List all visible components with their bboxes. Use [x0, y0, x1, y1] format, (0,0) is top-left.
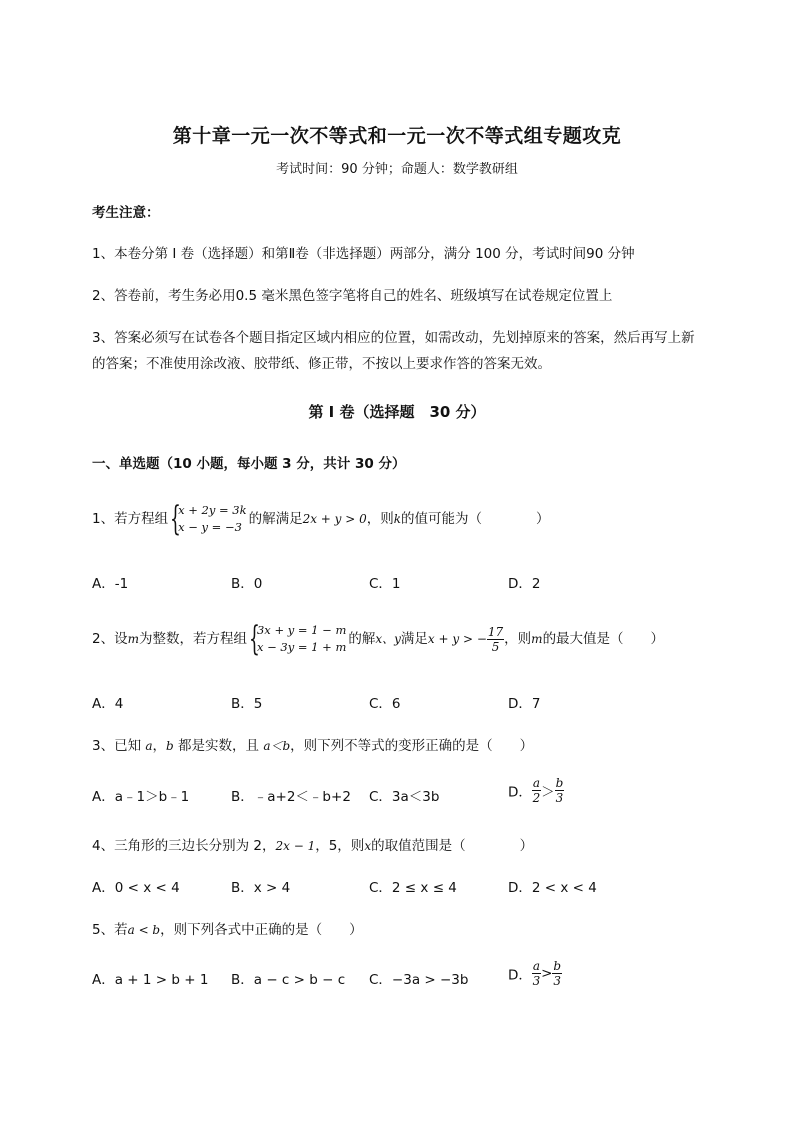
q2-eq-2: x − 3y = 1 + m [256, 640, 347, 654]
q3-text-a: 3、已知 [92, 738, 146, 754]
q2-var-m2: m [531, 632, 543, 646]
q4-text2: ，5，则 [315, 838, 365, 854]
q2-eq-1: 3x + y = 1 − m [256, 623, 347, 637]
q2-option-d[interactable]: D．7 [508, 696, 541, 712]
q2-condition: x + y > − [427, 632, 487, 646]
q5-prefix: 5、若 [92, 922, 128, 938]
q3-option-b[interactable]: B．﹣a+2＜﹣b+2 [231, 789, 351, 805]
notice-heading: 考生注意： [92, 205, 160, 221]
q1-option-d[interactable]: D．2 [508, 576, 541, 592]
q3-option-d-label: D． [508, 784, 532, 801]
brace-symbol: { [170, 499, 181, 539]
q5-d-den-2: 3 [553, 974, 562, 988]
q3-d-op: ＞ [541, 784, 555, 801]
q4-var: x [364, 839, 372, 853]
q2-option-a[interactable]: A．4 [92, 696, 124, 712]
q2-prefix: 2、设 [92, 631, 128, 647]
q4-expr: 2x − 1 [275, 839, 316, 853]
exam-title: 第十章一元一次不等式和一元一次不等式组专题攻克 [172, 125, 622, 147]
exam-subtitle: 考试时间：90 分钟；命题人：数学教研组 [276, 162, 518, 177]
q3-text-b: ， [152, 738, 167, 754]
question-2 [92, 619, 665, 659]
q3-d-frac-2 [555, 776, 565, 805]
question-3 [92, 734, 533, 754]
q3-d-den-1: 2 [532, 791, 541, 805]
q1-option-b[interactable]: B．0 [231, 576, 263, 592]
q2-frac-den: 5 [491, 639, 500, 654]
q2-fraction [487, 625, 504, 654]
q2-suffix: 的最大值是（ ） [542, 631, 665, 647]
q5-d-den-1: 3 [532, 974, 541, 988]
brace-symbol: { [248, 619, 260, 659]
question-4 [92, 834, 533, 854]
q2-mid3: 满足 [400, 631, 428, 647]
q1-equation-system [170, 499, 247, 539]
q1-var: k [393, 512, 402, 526]
q2-frac-num: 17 [487, 624, 504, 639]
q1-option-c[interactable]: C．1 [369, 576, 401, 592]
q1-suffix: 的值可能为（ ） [401, 511, 550, 527]
q5-option-a[interactable]: A．a + 1 > b + 1 [92, 972, 209, 988]
q1-condition: 2x + y > 0 [302, 512, 367, 526]
q4-text: 4、三角形的三边长分别为 2， [92, 838, 276, 854]
q5-suffix: ，则下列各式中正确的是（ ） [160, 922, 363, 938]
q5-d-num-2: b [553, 959, 562, 973]
q5-d-frac-2 [552, 959, 562, 988]
notice-item-3: 3、答案必须写在试卷各个题目指定区域内相应的位置，如需改动，先划掉原来的答案，然后再写上新 [92, 330, 695, 346]
q2-vars: x、y [375, 632, 401, 646]
q3-d-den-2: 3 [555, 791, 564, 805]
q3-condition: a＜b [263, 739, 291, 753]
q3-text-d: ，则下列不等式的变形正确的是（ ） [290, 738, 534, 754]
q1-prefix: 1、若方程组 [92, 511, 169, 527]
q4-option-d[interactable]: D．2 < x < 4 [508, 880, 597, 896]
notice-item-3-continued: 的答案；不准使用涂改液、胶带纸、修正带，不按以上要求作答的答案无效。 [92, 356, 551, 372]
part-title: 一、单选题（10 小题，每小题 3 分，共计 30 分） [92, 456, 406, 472]
q5-d-op: > [541, 965, 553, 982]
q2-option-c[interactable]: C．6 [369, 696, 401, 712]
q1-eq-1: x + 2y = 3k [178, 503, 247, 517]
q2-var-m: m [127, 632, 139, 646]
q4-suffix: 的取值范围是（ ） [371, 838, 534, 854]
q3-option-a[interactable]: A．a﹣1＞b﹣1 [92, 789, 190, 805]
q3-var-a: a [145, 739, 153, 753]
q1-eq-2: x − y = −3 [178, 520, 242, 534]
q5-option-c[interactable]: C．−3a > −3b [369, 972, 469, 988]
question-5 [92, 918, 363, 938]
q1-mid2: ，则 [366, 511, 394, 527]
q2-mid1: 为整数，若方程组 [138, 631, 247, 647]
q4-option-c[interactable]: C．2 ≤ x ≤ 4 [369, 880, 457, 896]
q5-d-num-1: a [532, 959, 541, 973]
q5-option-d[interactable] [508, 959, 562, 988]
q2-mid2: 的解 [348, 631, 376, 647]
section-title: 第 I 卷（选择题 30 分） [308, 403, 486, 421]
q5-d-frac-1 [532, 959, 541, 988]
q1-mid: 的解满足 [248, 511, 303, 527]
q1-option-a[interactable]: A．-1 [92, 576, 129, 592]
q2-equation-system [248, 619, 347, 659]
q3-d-num-1: a [532, 776, 541, 790]
q2-option-b[interactable]: B．5 [231, 696, 263, 712]
q3-text-c: 都是实数，且 [173, 738, 264, 754]
notice-item-2: 2、答卷前，考生务必用0.5 毫米黑色签字笔将自己的姓名、班级填写在试卷规定位置上 [92, 288, 613, 304]
q5-option-b[interactable]: B．a − c > b − c [231, 972, 346, 988]
q3-var-b: b [166, 739, 174, 753]
q4-option-a[interactable]: A．0 < x < 4 [92, 880, 180, 896]
notice-item-1: 1、本卷分第 I 卷（选择题）和第Ⅱ卷（非选择题）两部分，满分 100 分，考试时间90 分钟 [92, 246, 635, 262]
question-1 [92, 499, 550, 539]
q3-option-d[interactable] [508, 776, 564, 805]
q2-mid4: ，则 [504, 631, 532, 647]
q5-condition: a < b [127, 923, 161, 937]
q3-option-c[interactable]: C．3a＜3b [369, 789, 440, 805]
q3-d-frac-1 [532, 776, 541, 805]
q3-d-num-2: b [555, 776, 564, 790]
q4-option-b[interactable]: B．x > 4 [231, 880, 291, 896]
q5-option-d-label: D． [508, 967, 532, 984]
